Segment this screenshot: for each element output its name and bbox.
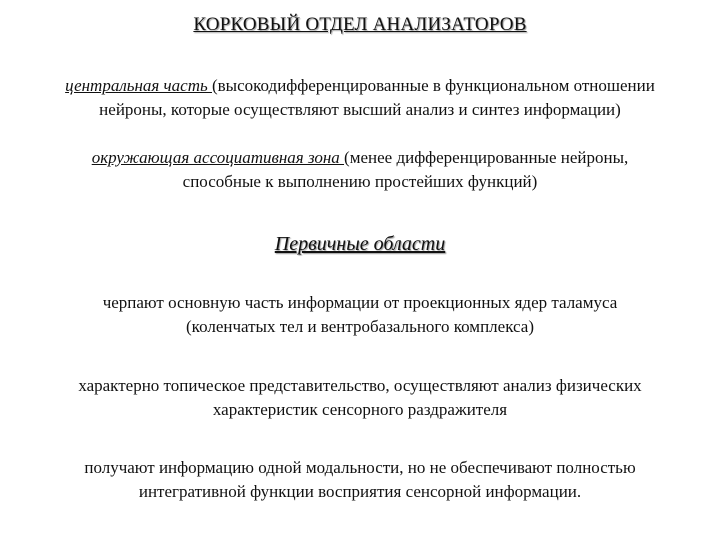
- central-part-description-start: (высокодифференцированные в функциональном отношении: [211, 76, 655, 95]
- central-part-paragraph: [0, 74, 720, 122]
- list-item: [0, 291, 720, 339]
- associative-zone-description-start: (менее дифференцированные нейроны,: [344, 148, 629, 167]
- associative-zone-line-1: [0, 146, 720, 170]
- list-item-line-2: интегративной функции восприятия сенсорной информации.: [138, 482, 582, 501]
- list-item-line-1: характерно топическое представительство, осуществляют анализ физических: [78, 376, 642, 395]
- list-item-line-2: (коленчатых тел и вентробазального комплекса): [186, 317, 534, 336]
- primary-areas-heading-text: Первичные области: [274, 233, 446, 255]
- associative-zone-line-2: способные к выполнению простейших функций): [182, 172, 538, 191]
- central-part-term: центральная часть: [65, 76, 212, 95]
- list-item: [0, 456, 720, 504]
- list-item-line-2: характеристик сенсорного раздражителя: [212, 400, 508, 419]
- slide-title: [0, 14, 720, 36]
- list-item-line-1: получают информацию одной модальности, но не обеспечивают полностью: [84, 458, 636, 477]
- primary-areas-heading: [0, 233, 720, 256]
- central-part-line-1: [0, 74, 720, 98]
- associative-zone-paragraph: [0, 146, 720, 194]
- central-part-line-2: нейроны, которые осуществляют высший анализ и синтез информации): [99, 100, 621, 119]
- list-item: [0, 374, 720, 422]
- slide-title-text: КОРКОВЫЙ ОТДЕЛ АНАЛИЗАТОРОВ: [193, 14, 527, 35]
- list-item-line-1: черпают основную часть информации от проекционных ядер таламуса: [102, 293, 618, 312]
- associative-zone-term: окружающая ассоциативная зона: [91, 148, 345, 167]
